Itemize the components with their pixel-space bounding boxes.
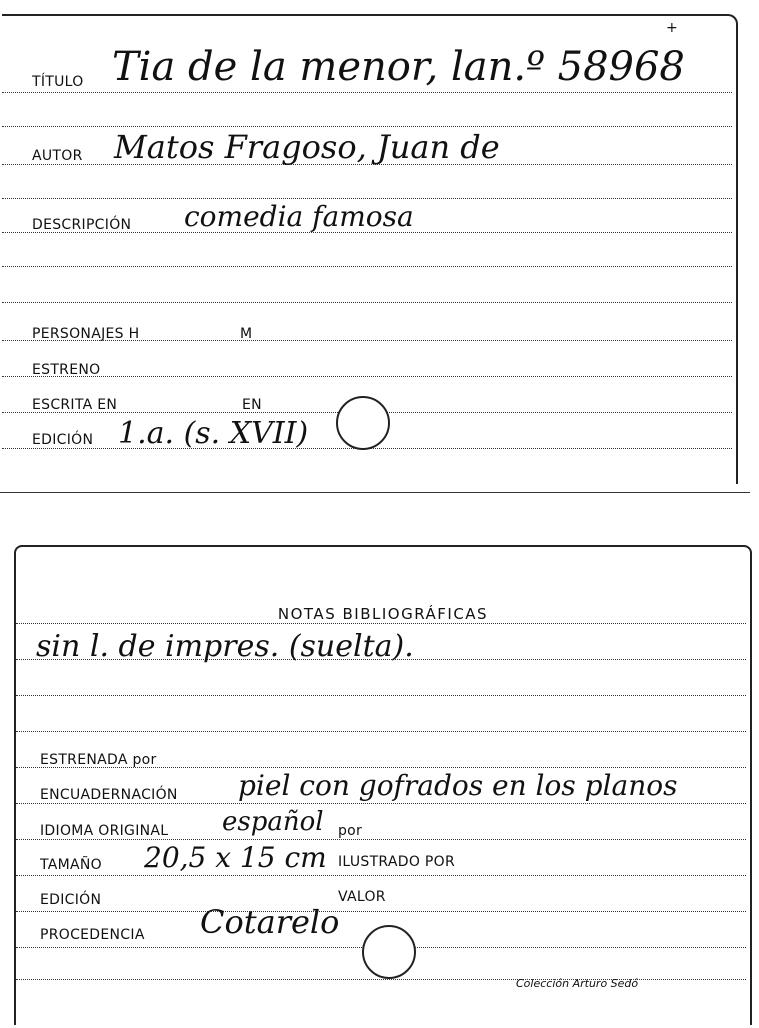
estreno-line	[2, 376, 732, 377]
note-value: sin l. de impres. (suelta).	[36, 629, 414, 664]
procedencia-value: Cotarelo	[200, 903, 340, 941]
tamano-label: TAMAÑO	[40, 857, 102, 873]
autor-value: Matos Fragoso, Juan de	[114, 128, 500, 166]
cross-mark: +	[666, 20, 678, 36]
encuadernacion-label: ENCUADERNACIÓN	[40, 787, 178, 803]
escrita-en-label: EN	[242, 397, 262, 413]
punch-hole	[362, 925, 416, 979]
estrenada-label: ESTRENADA por	[40, 752, 157, 768]
descripcion-value: comedia famosa	[184, 200, 414, 233]
edicion-value: 1.a. (s. XVII)	[118, 416, 309, 451]
rule-line	[16, 731, 746, 732]
tamano-line	[16, 875, 746, 876]
idioma-label: IDIOMA ORIGINAL	[40, 823, 169, 839]
titulo-label: TÍTULO	[32, 74, 84, 90]
encuadernacion-line	[16, 803, 746, 804]
rule-line	[2, 198, 732, 199]
personajes-label: PERSONAJES H	[32, 326, 140, 342]
procedencia-label: PROCEDENCIA	[40, 927, 145, 943]
idioma-value: español	[222, 807, 324, 837]
titulo-value: Tia de la menor, lan.º 58968	[112, 44, 685, 90]
edicion-label: EDICIÓN	[32, 432, 94, 448]
rule-line	[16, 695, 746, 696]
encuadernacion-value: piel con gofrados en los planos	[238, 769, 678, 802]
rule-line	[2, 126, 732, 127]
estreno-label: ESTRENO	[32, 362, 101, 378]
autor-label: AUTOR	[32, 148, 83, 164]
valor-label: VALOR	[338, 889, 386, 905]
punch-hole	[336, 396, 390, 450]
edicion2-line	[16, 911, 746, 912]
personajes-m-label: M	[240, 326, 253, 342]
escrita-label: ESCRITA EN	[32, 397, 118, 413]
catalog-card-front	[2, 14, 738, 484]
edicion2-label: EDICIÓN	[40, 892, 102, 908]
rule-line	[2, 302, 732, 303]
titulo-line	[2, 92, 732, 93]
idioma-line	[16, 839, 746, 840]
tamano-value: 20,5 x 15 cm	[144, 841, 327, 874]
rule-line	[2, 266, 732, 267]
collection-footer: Colección Arturo Sedó	[516, 977, 639, 990]
catalog-card-back	[14, 545, 752, 1025]
rule-line	[16, 623, 746, 624]
card-separator	[0, 492, 750, 493]
notas-heading: NOTAS BIBLIOGRÁFICAS	[277, 605, 489, 623]
descripcion-label: DESCRIPCIÓN	[32, 217, 132, 233]
idioma-por-label: por	[338, 823, 363, 839]
ilustrado-label: ILUSTRADO POR	[338, 854, 455, 870]
